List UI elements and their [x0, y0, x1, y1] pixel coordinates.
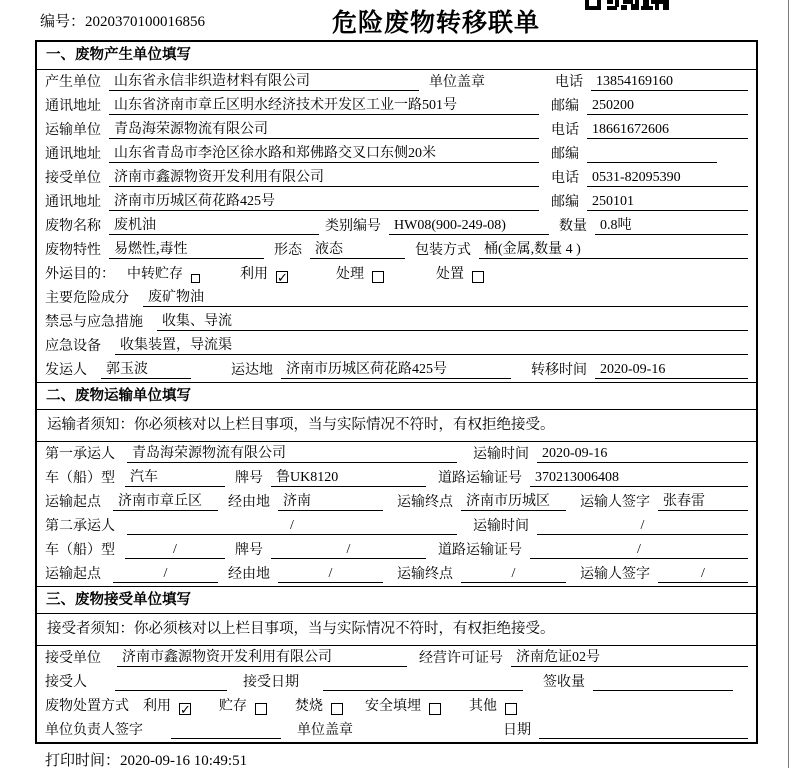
road-license2-field: / — [530, 542, 748, 559]
purpose-treat-checkbox — [372, 271, 384, 283]
disposal-incinerate-label: 焚烧 — [295, 699, 323, 714]
disposal-landfill-checkbox — [429, 703, 441, 715]
producer-address-label: 通讯地址 — [45, 99, 101, 114]
disposal-other-label: 其他 — [469, 699, 497, 714]
producer-zip-field: 250200 — [587, 98, 748, 115]
receiver-name-field: 济南市鑫源物资开发利用有限公司 — [109, 170, 539, 187]
head-sign-field — [171, 722, 281, 739]
hazard-field: 废矿物油 — [143, 290, 748, 307]
unit-seal2-label: 单位盖章 — [297, 723, 353, 738]
purpose-label: 外运目的： — [45, 267, 115, 282]
carrier2-row — [37, 514, 756, 538]
origin2-label: 运输起点 — [45, 567, 101, 582]
plate2-field: / — [271, 542, 426, 559]
transporter-label: 运输单位 — [45, 123, 101, 138]
purpose-utilize-checkbox: ✓ — [277, 270, 288, 285]
document-number — [40, 10, 205, 31]
vehicle1-field: 汽车 — [125, 470, 225, 487]
equipment-row — [37, 334, 756, 358]
packaging-field: 桶(金属,数量 4 ) — [479, 242, 748, 259]
plate1-label: 牌号 — [235, 471, 263, 486]
road-license2-label: 道路运输证号 — [438, 543, 522, 558]
transporter-phone-label: 电话 — [551, 123, 579, 138]
waste-name-row — [37, 214, 756, 238]
producer-label: 产生单位 — [45, 75, 101, 90]
section1-header: 一、废物产生单位填写 — [37, 42, 756, 70]
waste-name-label: 废物名称 — [45, 219, 101, 234]
qr-code-fragment-icon — [585, 0, 669, 10]
purpose-row — [37, 262, 756, 286]
receive-unit-field: 济南市鑫源物资开发利用有限公司 — [117, 650, 407, 667]
purpose-transfer-checkbox — [191, 274, 200, 283]
page-edge-line — [788, 0, 789, 768]
section3-header: 三、废物接受单位填写 — [37, 586, 756, 614]
transporter-address-field: 山东省青岛市李沧区徐水路和郑佛路交叉口东侧20米 — [109, 146, 539, 163]
terminus1-label: 运输终点 — [397, 495, 453, 510]
receive-amount-field — [593, 674, 733, 691]
receive-unit-label: 接受单位 — [45, 651, 101, 666]
receive-date-field — [323, 674, 523, 691]
via2-field: / — [278, 566, 383, 583]
transporter-name-field: 青岛海荣源物流有限公司 — [109, 122, 539, 139]
unit-seal-label: 单位盖章 — [429, 75, 485, 90]
transporter-zip-label: 邮编 — [551, 147, 579, 162]
date-label: 日期 — [503, 723, 531, 738]
quantity-label: 数量 — [559, 219, 587, 234]
transfer-time-label: 转移时间 — [531, 363, 587, 378]
carrier2-field: / — [127, 518, 457, 535]
disposal-utilize-label: 利用 — [143, 699, 171, 714]
disposal-row — [37, 694, 756, 718]
origin1-label: 运输起点 — [45, 495, 101, 510]
date-field — [539, 722, 748, 739]
signature1-field: 张春雷 — [658, 494, 748, 511]
route2-row — [37, 562, 756, 586]
document-number-label: 编号： — [40, 14, 86, 30]
time1-field: 2020-09-16 — [537, 446, 748, 463]
time1-label: 运输时间 — [473, 447, 529, 462]
packaging-label: 包装方式 — [415, 243, 471, 258]
plate2-label: 牌号 — [235, 543, 263, 558]
vehicle2-label: 车（船）型 — [45, 543, 115, 558]
print-time — [45, 749, 247, 770]
time2-field: / — [537, 518, 748, 535]
disposal-other-checkbox — [505, 703, 517, 715]
receiver-zip-label: 邮编 — [551, 195, 579, 210]
section3-notice: 接受者须知：你必须核对以上栏目事项，当与实际情况不符时，有权拒绝接受。 — [37, 614, 756, 646]
receive-person-field — [115, 674, 227, 691]
disposal-landfill-label: 安全填埋 — [365, 699, 421, 714]
disposal-incinerate-checkbox — [331, 703, 343, 715]
receive-amount-label: 签收量 — [543, 675, 585, 690]
producer-address-field: 山东省济南市章丘区明水经济技术开发区工业一路501号 — [109, 98, 539, 115]
route1-row — [37, 490, 756, 514]
characteristic-label: 废物特性 — [45, 243, 101, 258]
waste-name-field: 废机油 — [109, 218, 319, 235]
disposal-store-label: 贮存 — [219, 699, 247, 714]
transporter-address-row — [37, 142, 756, 166]
permit-field: 济南危证02号 — [511, 650, 748, 667]
destination-label: 运达地 — [231, 363, 273, 378]
terminus1-field: 济南市历城区 — [461, 494, 566, 511]
print-time-value: 2020-09-16 10:49:51 — [120, 753, 248, 769]
waste-characteristic-row — [37, 238, 756, 262]
head-signature-row — [37, 718, 756, 742]
shipper-row — [37, 358, 756, 382]
vehicle1-label: 车（船）型 — [45, 471, 115, 486]
origin2-field: / — [113, 566, 218, 583]
receive-date-label: 接受日期 — [243, 675, 299, 690]
receive-person-row — [37, 670, 756, 694]
signature2-label: 运输人签字 — [580, 567, 650, 582]
origin1-field: 济南市章丘区 — [113, 494, 218, 511]
transfer-time-field: 2020-09-16 — [595, 362, 748, 379]
vehicle2-row — [37, 538, 756, 562]
head-sign-label: 单位负责人签字 — [45, 723, 143, 738]
section2-notice: 运输者须知：你必须核对以上栏目事项，当与实际情况不符时，有权拒绝接受。 — [37, 410, 756, 442]
carrier2-label: 第二承运人 — [45, 519, 115, 534]
receiver-address-row — [37, 190, 756, 214]
receiver-address-field: 济南市历城区荷花路425号 — [109, 194, 539, 211]
manifest-form-table — [35, 40, 758, 744]
terminus2-label: 运输终点 — [397, 567, 453, 582]
receiver-zip-field: 250101 — [587, 194, 748, 211]
via1-field: 济南 — [278, 494, 383, 511]
carrier1-field: 青岛海荣源物流有限公司 — [127, 446, 457, 463]
form-field: 液态 — [310, 242, 405, 259]
via2-label: 经由地 — [228, 567, 270, 582]
hazard-label: 主要危险成分 — [45, 291, 129, 306]
receiver-phone-label: 电话 — [551, 171, 579, 186]
hazard-row — [37, 286, 756, 310]
disposal-store-checkbox — [255, 703, 267, 715]
vehicle2-field: / — [125, 542, 225, 559]
permit-label: 经营许可证号 — [419, 651, 503, 666]
signature2-field: / — [658, 566, 748, 583]
producer-phone-field: 13854169160 — [591, 74, 748, 91]
carrier1-label: 第一承运人 — [45, 447, 115, 462]
purpose-option-dispose-label: 处置 — [436, 267, 464, 282]
section2-header: 二、废物运输单位填写 — [37, 382, 756, 410]
category-label: 类别编号 — [325, 219, 381, 234]
emergency-label: 禁忌与应急措施 — [45, 315, 143, 330]
producer-row — [37, 70, 756, 94]
receive-unit-row — [37, 646, 756, 670]
shipper-label: 发运人 — [45, 363, 87, 378]
producer-name-field: 山东省永信非织造材料有限公司 — [109, 74, 419, 91]
equipment-label: 应急设备 — [45, 339, 101, 354]
plate1-field: 鲁UK8120 — [271, 470, 426, 487]
via1-label: 经由地 — [228, 495, 270, 510]
receiver-row — [37, 166, 756, 190]
disposal-label: 废物处置方式 — [45, 699, 129, 714]
purpose-dispose-checkbox — [472, 271, 484, 283]
terminus2-field: / — [461, 566, 566, 583]
category-field: HW08(900-249-08) — [389, 218, 549, 235]
transporter-phone-field: 18661672606 — [587, 122, 748, 139]
purpose-option-treat-label: 处理 — [336, 267, 364, 282]
road-license1-field: 370213006408 — [530, 470, 748, 487]
purpose-option-utilize-label: 利用 — [240, 267, 268, 282]
transporter-zip-field — [587, 146, 717, 163]
receiver-phone-field: 0531-82095390 — [587, 170, 748, 187]
disposal-utilize-checkbox: ✓ — [180, 702, 191, 717]
document-number-value: 2020370100016856 — [85, 14, 206, 30]
road-license1-label: 道路运输证号 — [438, 471, 522, 486]
signature1-label: 运输人签字 — [580, 495, 650, 510]
destination-field: 济南市历城区荷花路425号 — [281, 362, 511, 379]
emergency-row — [37, 310, 756, 334]
purpose-option-transfer-label: 中转贮存 — [127, 267, 183, 282]
carrier1-row — [37, 442, 756, 466]
quantity-field: 0.8吨 — [595, 218, 748, 235]
equipment-field: 收集装置，导流渠 — [115, 338, 748, 355]
receive-person-label: 接受人 — [45, 675, 87, 690]
producer-zip-label: 邮编 — [551, 99, 579, 114]
producer-phone-label: 电话 — [555, 75, 583, 90]
time2-label: 运输时间 — [473, 519, 529, 534]
print-time-label: 打印时间： — [45, 753, 121, 769]
transporter-address-label: 通讯地址 — [45, 147, 101, 162]
shipper-field: 郭玉波 — [101, 362, 191, 379]
characteristic-field: 易燃性,毒性 — [109, 242, 264, 259]
emergency-field: 收集、导流 — [157, 314, 748, 331]
form-label: 形态 — [274, 243, 302, 258]
page-title: 危险废物转移联单 — [332, 10, 541, 37]
vehicle1-row — [37, 466, 756, 490]
receiver-label: 接受单位 — [45, 171, 101, 186]
receiver-address-label: 通讯地址 — [45, 195, 101, 210]
transporter-row — [37, 118, 756, 142]
producer-address-row — [37, 94, 756, 118]
